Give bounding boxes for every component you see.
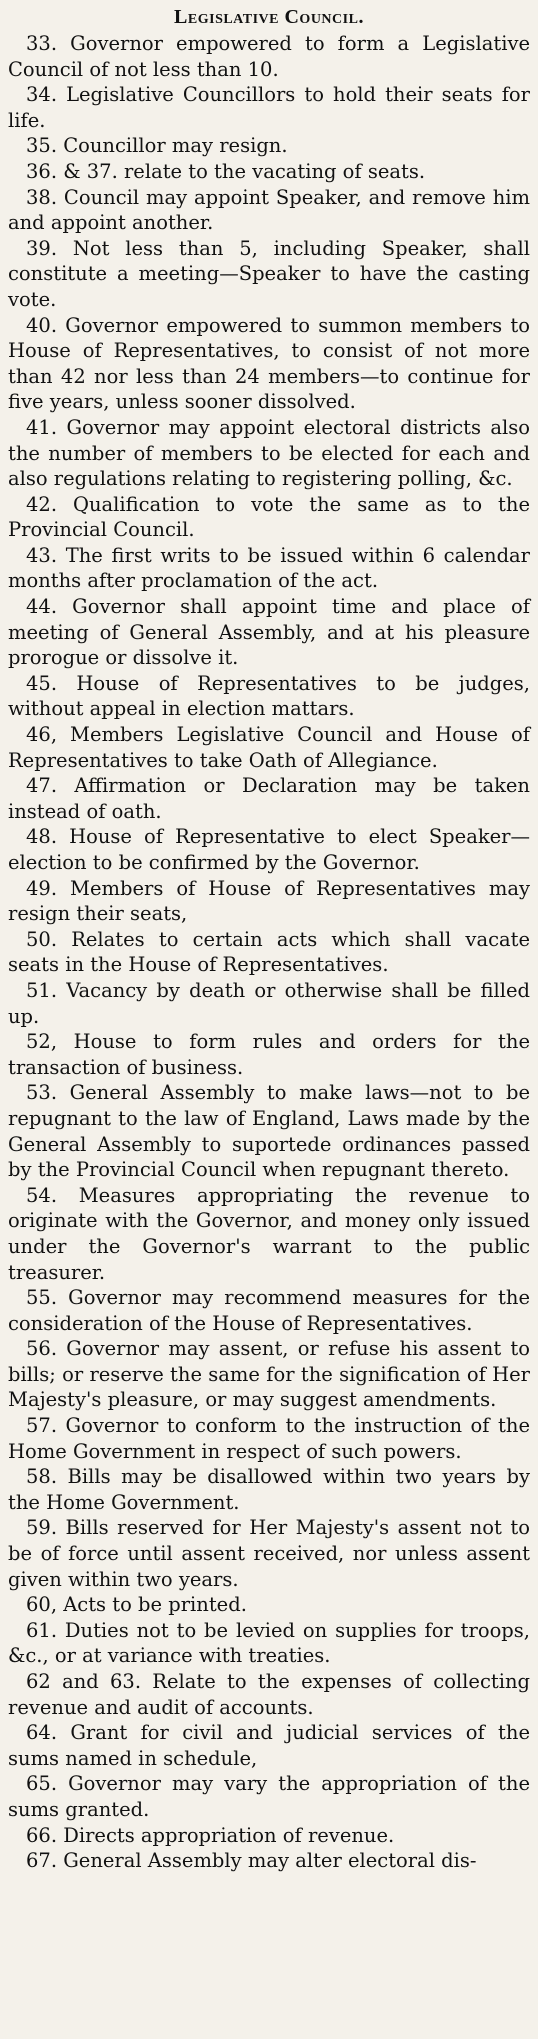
- clause-paragraph: 33. Governor empowered to form a Legislative Council of not less than 10.: [8, 32, 530, 81]
- clause-paragraph: 53. General Assembly to make laws—not to be repugnant to the law of England, Laws made by the General Assembly to suportede ordinances passed by the Provincial Council when repugnant thereto.: [8, 1081, 530, 1182]
- clause-paragraph: 54. Measures appropriating the revenue to originate with the Governor, and money only issued under the Governor's warrant to the public treasurer.: [8, 1183, 530, 1284]
- clause-paragraph: 38. Council may appoint Speaker, and remove him and appoint another.: [8, 185, 530, 235]
- clause-paragraph: 49. Members of House of Representatives may resign their seats,: [8, 876, 530, 926]
- clause-paragraph: 56. Governor may assent, or refuse his assent to bills; or reserve the same for the signification of Her Majesty's pleasure, or may suggest amendments.: [8, 1337, 530, 1412]
- clause-paragraph: 50. Relates to certain acts which shall vacate seats in the House of Representatives.: [8, 927, 530, 977]
- clause-paragraph: 66. Directs appropriation of revenue.: [26, 1823, 395, 1847]
- clause-paragraph: 61. Duties not to be levied on supplies for troops, &c., or at variance with treaties.: [8, 1618, 530, 1668]
- clause-paragraph: 35. Councillor may resign.: [26, 134, 288, 158]
- clause-paragraph: 43. The first writs to be issued within 6 calendar months after proclamation of the act.: [8, 543, 530, 593]
- clause-paragraph: 40. Governor empowered to summon members to House of Representatives, to consist of not more than 42 nor less than 24 members—to continue for five years, unless sooner dissolved.: [8, 313, 530, 414]
- clause-paragraph: 39. Not less than 5, including Speaker, shall constitute a meeting—Speaker to have the casting vote.: [8, 236, 530, 311]
- clause-list: [8, 31, 530, 1874]
- clause-paragraph: 51. Vacancy by death or otherwise shall be filled up.: [8, 978, 530, 1028]
- clause-paragraph: 41. Governor may appoint electoral districts also the number of members to be elected for each and also regulations relating to registering polling, &c.: [8, 415, 530, 491]
- clause-paragraph: 57. Governor to conform to the instruction of the Home Government in respect of such powers.: [8, 1414, 530, 1463]
- clause-paragraph: 48. House of Representative to elect Speaker—election to be confirmed by the Governor.: [8, 825, 530, 874]
- clause-paragraph: 58. Bills may be disallowed within two years by the Home Government.: [8, 1465, 530, 1514]
- clause-paragraph: 42. Qualification to vote the same as to the Provincial Council.: [8, 492, 530, 542]
- clause-paragraph: 47. Affirmation or Declaration may be taken instead of oath.: [8, 774, 530, 823]
- clause-paragraph: 62 and 63. Relate to the expenses of collecting revenue and audit of accounts.: [8, 1670, 530, 1719]
- clause-paragraph: 45. House of Representatives to be judges, without appeal in election mattars.: [8, 671, 530, 721]
- clause-paragraph: 60, Acts to be printed.: [26, 1593, 247, 1617]
- clause-paragraph: 64. Grant for civil and judicial services of the sums named in schedule,: [8, 1721, 530, 1770]
- clause-paragraph: 59. Bills reserved for Her Majesty's assent not to be of force until assent received, nor unless assent given within two years.: [8, 1516, 530, 1591]
- clause-paragraph: 55. Governor may recommend measures for the consideration of the House of Representatives.: [8, 1286, 530, 1335]
- clause-paragraph: 65. Governor may vary the appropriation of the sums granted.: [8, 1772, 530, 1821]
- clause-paragraph: 34. Legislative Councillors to hold their seats for life.: [8, 83, 530, 132]
- clause-paragraph: 67. General Assembly may alter electoral dis-: [26, 1849, 477, 1873]
- clause-paragraph: 46, Members Legislative Council and House of Representatives to take Oath of Allegiance.: [8, 723, 530, 772]
- clause-paragraph: 44. Governor shall appoint time and place of meeting of General Assembly, and at his pleasure prorogue or dissolve it.: [8, 595, 530, 670]
- clause-paragraph: 52, House to form rules and orders for the transaction of business.: [8, 1030, 530, 1079]
- section-heading: Legislative Council.: [174, 6, 364, 28]
- clause-paragraph: 36. & 37. relate to the vacating of seats.: [26, 159, 426, 183]
